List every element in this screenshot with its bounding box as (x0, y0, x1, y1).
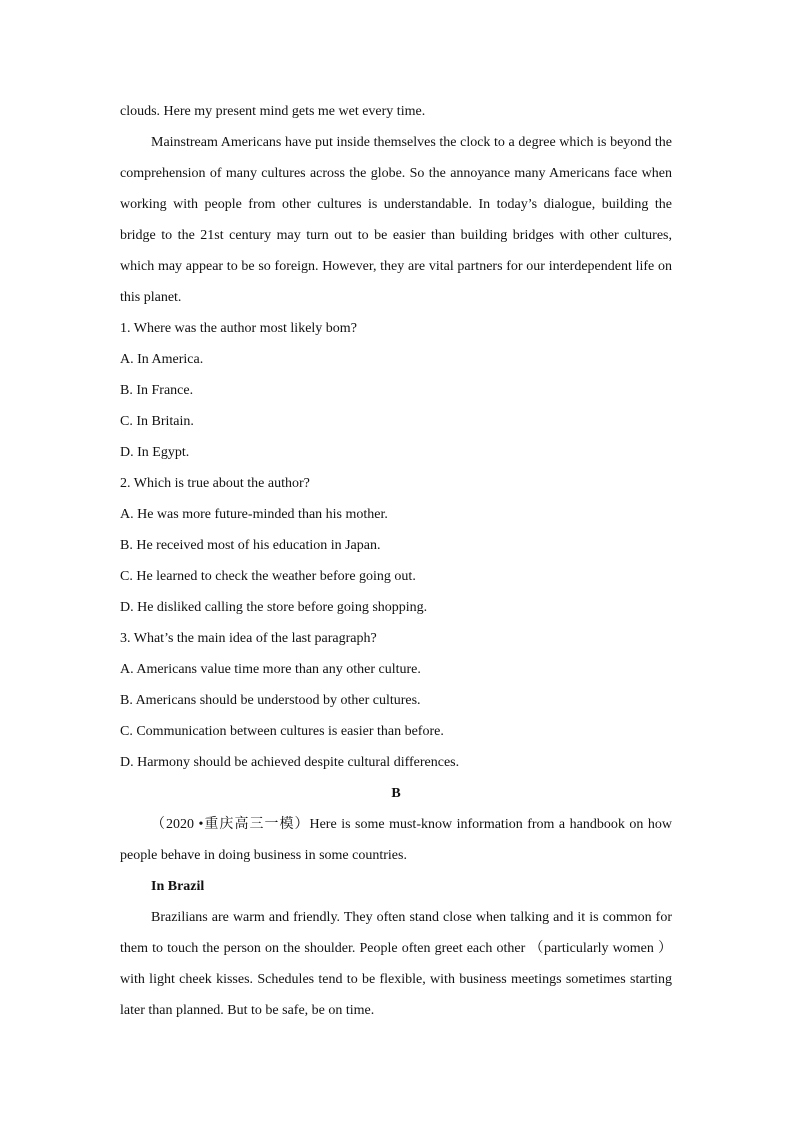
country-paragraph: Brazilians are warm and friendly. They often stand close when talking and it is common for them to touch the person on the shoulder. People often greet each other （particularly women ） with light cheek kisses. Schedules tend to be flexible, with business meetings sometimes starting later than planned. But to be safe, be on time. (120, 910, 672, 1018)
document-page (120, 96, 672, 1026)
country-subheading: In Brazil (151, 879, 205, 894)
answer-option: A. In America. (120, 352, 204, 367)
answer-option: A. Americans value time more than any other culture. (120, 662, 421, 677)
answer-option: B. In France. (120, 383, 194, 398)
passage-last-paragraph: Mainstream Americans have put inside themselves the clock to a degree which is beyond the comprehension of many cultures across the globe. So the annoyance many Americans face when working with people from other cultures is understandable. In today’s dialogue, building the bridge to the 21st century may turn out to be easier than building bridges with other cultures, which may appear to be so foreign. However, they are vital partners for our interdependent life on this planet. (120, 135, 672, 305)
question-stem: 2. Which is true about the author? (120, 476, 310, 491)
answer-option: D. In Egypt. (120, 445, 190, 460)
answer-option: D. Harmony should be achieved despite cultural differences. (120, 755, 460, 770)
question-stem: 3. What’s the main idea of the last paragraph? (120, 631, 377, 646)
answer-option: C. In Britain. (120, 414, 194, 429)
question-3 (120, 623, 672, 778)
section-intro: （2020 •重庆高三一模）Here is some must-know information from a handbook on how people behave in doing business in some countries. (120, 817, 672, 863)
answer-option: B. He received most of his education in Japan. (120, 538, 381, 553)
passage-continuation: clouds. Here my present mind gets me wet every time. (120, 104, 426, 119)
question-1 (120, 313, 672, 468)
answer-option: B. Americans should be understood by other cultures. (120, 693, 421, 708)
question-stem: 1. Where was the author most likely bom? (120, 321, 357, 336)
answer-option: D. He disliked calling the store before going shopping. (120, 600, 428, 615)
section-heading: B (391, 786, 401, 801)
answer-option: C. Communication between cultures is easier than before. (120, 724, 444, 739)
answer-option: C. He learned to check the weather before going out. (120, 569, 416, 584)
answer-option: A. He was more future-minded than his mother. (120, 507, 388, 522)
question-2 (120, 468, 672, 623)
